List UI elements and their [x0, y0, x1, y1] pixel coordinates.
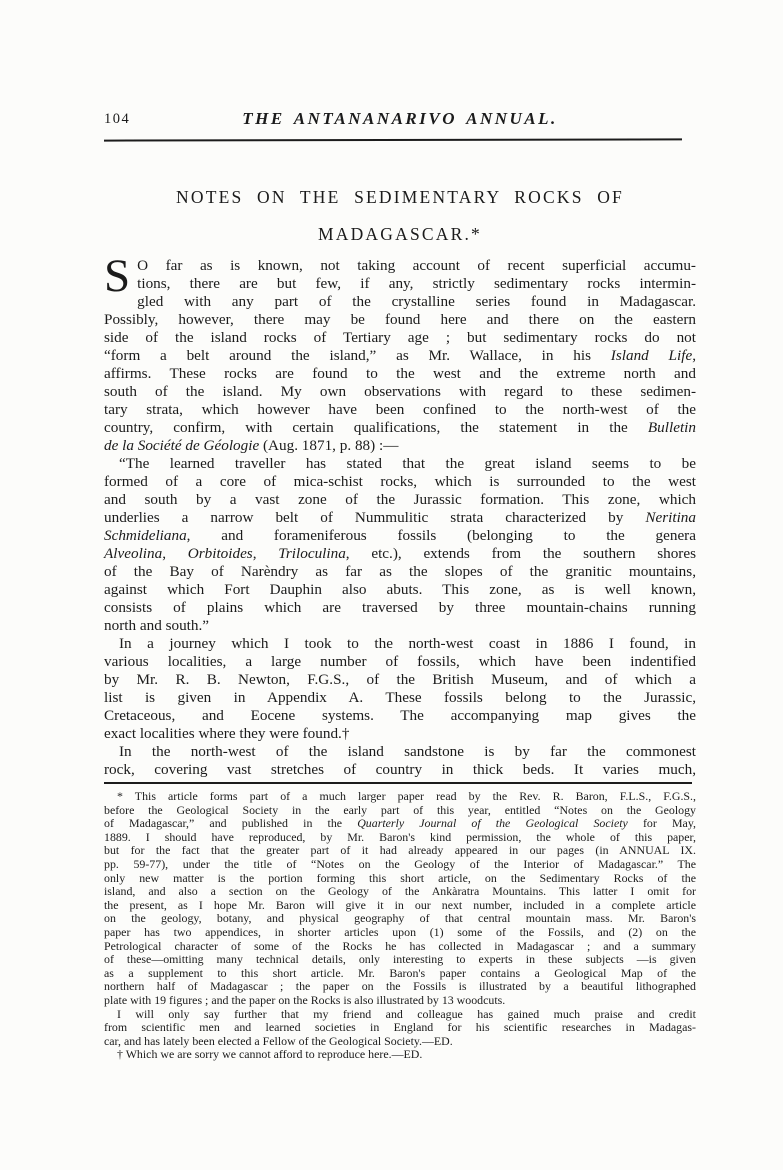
- text-line: In the north-west of the island sandstone is by far the commonest: [119, 743, 696, 760]
- text-line: 1889. I should have reproduced, by Mr. Baron's kind permission, the whole of this paper,: [104, 829, 696, 844]
- text-line: of the Bay of Narèndry as far as the slopes of the granitic mountains,: [104, 563, 696, 580]
- text-line: the present, as I hope Mr. Baron will give it in our next number, included in a complete article: [104, 897, 696, 912]
- text-line: as a supplement to this short article. Mr. Baron's paper contains a Geological Map of the: [104, 965, 696, 980]
- paragraph: [104, 635, 696, 743]
- paragraph: [104, 743, 696, 779]
- text-line: from scientific men and learned societies in England for his scientific researches in Madagas-: [104, 1020, 696, 1035]
- text-line: island, and also a section on the Geology of the Ankàratra Mountains. This latter I omit for: [104, 884, 696, 899]
- text-line: Alveolina, Orbitoides, Triloculina, etc.), extends from the southern shores: [104, 545, 697, 562]
- drop-cap-letter: S: [104, 250, 131, 302]
- text-line: Schmideliana, and forameniferous fossils (belonging to the genera: [104, 527, 696, 544]
- text-line: I will only say further that my friend and colleague has gained much praise and credit: [117, 1006, 696, 1021]
- text-line: Cretaceous, and Eocene systems. The accompanying map gives the: [104, 707, 696, 724]
- text-line: “form a belt around the island,” as Mr. Wallace, in his Island Life,: [104, 347, 696, 364]
- text-line: “The learned traveller has stated that the great island seems to be: [119, 455, 696, 472]
- text-line: tions, there are but few, if any, strictly sedimentary rocks intermin-: [137, 275, 696, 292]
- text-line: country, confirm, with certain qualifications, the statement in the Bulletin: [104, 419, 696, 436]
- page-number: 104: [104, 111, 131, 127]
- text-line: by Mr. R. B. Newton, F.G.S., of the British Museum, and of which a: [104, 671, 696, 688]
- footnotes-section: [104, 790, 696, 1062]
- text-column: [104, 0, 696, 1062]
- text-line: paper has two appendices, in shorter articles upon (1) some of the Fossils, and (2) on the: [104, 924, 696, 939]
- text-line: side of the island rocks of Tertiary age ; but sedimentary rocks do not: [104, 329, 696, 346]
- text-line: list is given in Appendix A. These fossils belong to the Jurassic,: [104, 689, 696, 706]
- text-line: of Madagascar,” and published in the Quarterly Journal of the Geological Society for May,: [104, 816, 696, 831]
- text-line: exact localities where they were found.†: [104, 725, 350, 742]
- text-line: car, and has lately been elected a Fellow of the Geological Society.—ED.: [104, 1033, 453, 1048]
- text-line: north and south.”: [104, 617, 210, 634]
- text-line: but for the fact that the greater part of it had already appeared in our pages (in ANNUAL IX.: [104, 843, 696, 858]
- text-line: In a journey which I took to the north-west coast in 1886 I found, in: [119, 635, 696, 652]
- paragraph: [104, 1008, 696, 1049]
- page-header: [104, 108, 696, 130]
- text-line: O far as is known, not taking account of recent superficial accumu-: [137, 257, 696, 274]
- text-line: only new matter is the portion forming this short article, on the Sedimentary Rocks of the: [104, 870, 696, 885]
- footnote-rule: [104, 782, 692, 784]
- text-line: underlies a narrow belt of Nummulitic strata characterized by Neritina: [104, 509, 696, 526]
- text-line: before the Geological Society in the early part of this year, entitled “Notes on the Geology: [104, 802, 696, 817]
- article-body: [104, 250, 697, 779]
- paragraph: [104, 455, 696, 635]
- paragraph: [104, 1048, 696, 1062]
- text-line: formed of a core of mica-schist rocks, which is surrounded to the west: [104, 473, 696, 490]
- text-line: de la Société de Géologie (Aug. 1871, p. 88) :—: [104, 437, 399, 454]
- text-line: rock, covering vast stretches of country in thick beds. It varies much,: [104, 761, 696, 778]
- article-title-line1: NOTES ON THE SEDIMENTARY ROCKS OF: [176, 187, 624, 207]
- text-line: tary strata, which however have been confined to the north-west of the: [104, 401, 696, 418]
- text-line: plate with 19 figures ; and the paper on the Rocks is also illustrated by 13 woodcuts.: [104, 992, 506, 1007]
- article-title-line2: MADAGASCAR.*: [318, 224, 482, 244]
- text-line: Petrological character of some of the Rocks he has collected in Madagascar ; and a summary: [104, 938, 696, 953]
- text-line: Possibly, however, there may be found here and there on the eastern: [104, 311, 696, 328]
- text-line: † Which we are sorry we cannot afford to reproduce here.—ED.: [117, 1047, 423, 1062]
- article-title: [104, 179, 696, 253]
- text-line: against which Fort Dauphin also abuts. This zone, as is well known,: [104, 581, 696, 598]
- running-title: THE ANTANANARIVO ANNUAL.: [242, 109, 558, 128]
- text-line: south of the island. My own observations with regard to these sedimen-: [104, 383, 696, 400]
- text-line: pp. 59-77), under the title of “Notes on the Geology of the Interior of Madagascar.” The: [104, 856, 696, 871]
- text-line: * This article forms part of a much larger paper read by the Rev. R. Baron, F.L.S., F.G.S.,: [117, 789, 696, 803]
- text-line: and south by a vast zone of the Jurassic formation. This zone, which: [104, 491, 696, 508]
- text-line: affirms. These rocks are found to the west and the extreme north and: [104, 365, 696, 382]
- text-line: northern half of Madagascar ; the paper on the Fossils is illustrated by a beautiful lithographed: [104, 979, 696, 994]
- text-line: various localities, a large number of fossils, which have been indentified: [104, 653, 696, 670]
- text-line: of these—omitting many technical details, only interesting to experts in these subjects —is given: [104, 952, 696, 967]
- text-line: on the geology, botany, and physical geography of that central mountain mass. Mr. Baron's: [104, 911, 696, 926]
- text-line: gled with any part of the crystalline series found in Madagascar.: [137, 293, 696, 310]
- paragraph: [104, 250, 696, 455]
- text-line: consists of plains which are traversed by three mountain-chains running: [104, 599, 696, 616]
- paragraph: [104, 790, 696, 1008]
- header-rule: [104, 138, 682, 141]
